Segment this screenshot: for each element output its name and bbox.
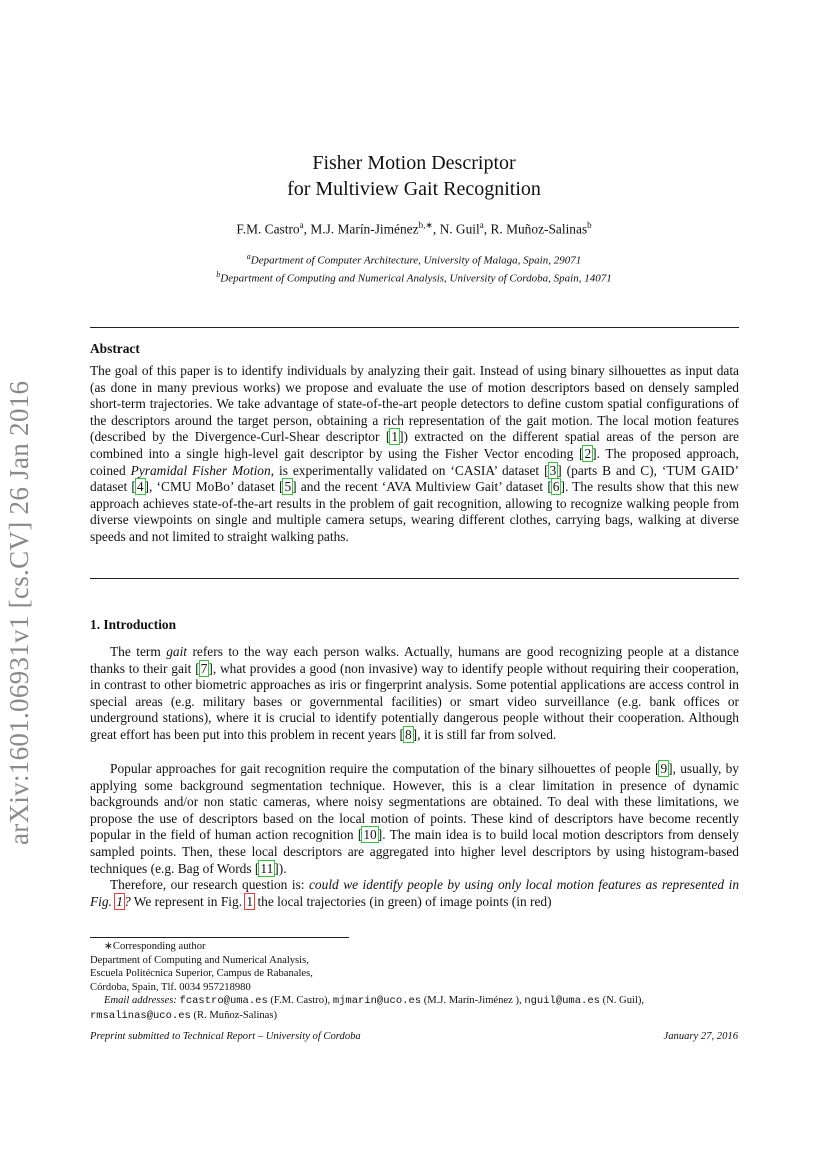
body-text: ). [278, 860, 287, 876]
citation-link[interactable] [279, 479, 297, 494]
abstract-text: The goal of this paper is to identify individuals by analyzing their gait. Instead of using binary silhouettes as input data (as done in many previous works) we propose and evaluate the use of motion descriptors based on densely sampled short-term trajectories. We take advantage of state-of-the-art people detectors to define custom spatial configurations of the descriptors around the target person, obtaining a rich representation of the gait motion. The local motion features (described by the Divergence-Curl-Shear descriptor [90, 363, 739, 445]
footnote-emails-cont [90, 1009, 750, 1024]
email-owner: (R. Muñoz-Salinas) [190, 1009, 278, 1021]
citation-number[interactable]: 11 [260, 860, 274, 876]
abstract-top-rule [90, 327, 739, 328]
footnote-emails [90, 994, 750, 1009]
email-owner: (F.M. Castro), [267, 995, 333, 1007]
body-text: , it is still far from solved. [417, 726, 557, 742]
author-sup: b [587, 220, 592, 230]
abstract-heading: Abstract [90, 341, 140, 356]
affiliation-text: Department of Computing and Numerical Analysis, University of Cordoba, Spain, 14071 [220, 272, 612, 285]
email-link[interactable]: nguil@uma.es [524, 995, 600, 1008]
body-text: , what provides a good (non invasive) way to identify people without requiring their cooperation, in contrast to other biometric approaches as iris or fingerprint analysis. Some potential applications are access control in special areas (e.g. military bases or governmental facilities) or smart video surveillance (e.g. bank offices or underground stations), where it is crucial to identify potentially dangerous people without their cooperation. Although great effort has been put into this problem in recent years [90, 660, 739, 742]
footnote-line: Córdoba, Spain, Tlf. 0034 957218980 [90, 981, 251, 993]
intro-paragraph-3 [90, 877, 739, 910]
citation-number[interactable]: 2 [584, 445, 592, 461]
citation-number[interactable]: 7 [200, 660, 208, 676]
citation-link[interactable] [579, 446, 597, 461]
body-text: the local trajectories (in green) of image points (in red) [254, 893, 552, 909]
paper-title [0, 150, 828, 202]
affiliation-sup: b [216, 269, 221, 279]
footer-date: January 27, 2016 [663, 1031, 738, 1042]
method-name: Pyramidal Fisher Motion [130, 462, 271, 478]
email-link[interactable]: fcastro@uma.es [179, 995, 268, 1008]
affiliation-sup: a [246, 252, 251, 261]
abstract-body [90, 363, 739, 546]
body-text: . The main idea is to build local motion descriptors from densely sampled points. Then, these local descriptors are aggregated into higher level descriptors by using histogram-based techniques (e.g. Bag of Words [90, 827, 739, 876]
citation-number[interactable]: 9 [660, 761, 668, 776]
citation-number[interactable]: 8 [404, 726, 412, 742]
research-question-end: ? [124, 893, 131, 909]
author-name: N. Guil [439, 221, 480, 237]
footnote-line: Escuela Politécnica Superior, Campus de Rabanales, [90, 968, 313, 980]
footnote-rule [90, 937, 349, 938]
body-text: , usually, by applying some background segmentation technique. However, this is a clear limitation in presence of dynamic backgrounds and/or non static cameras, where noisy segmentations are obtained. To deal with these limitations, we propose the use of descriptors based on the local motion of points. These kind of descriptors have become recently popular in the field of human action recognition [90, 761, 740, 843]
research-question: could we identify people by using only local motion features as represented in Fig. [90, 877, 740, 909]
abstract-text: . The results show that this new approach achieves state-of-the-art results in the problem of gait recognition, allowing to recognize walking people from diverse viewpoints on single and multiple camera setups, wearing different clothes, carrying bags, walking at diverse speeds and not limited to straight walking paths. [90, 479, 739, 544]
citation-link[interactable] [131, 479, 149, 494]
citation-link[interactable] [386, 429, 404, 444]
abstract-text: , ‘CMU MoBo’ dataset [149, 479, 279, 495]
citation-link[interactable] [400, 727, 418, 742]
abstract-text: (parts B and C), ‘TUM GAID’ dataset [90, 462, 739, 495]
citation-number[interactable]: 1 [391, 429, 399, 445]
author-sup: a [479, 220, 484, 230]
author-sup: b,∗ [418, 220, 433, 230]
email-owner: (M.J. Marín-Jiménez ), [421, 995, 525, 1007]
title-line-2: for Multiview Gait Recognition [287, 178, 541, 200]
section-heading-introduction: 1. Introduction [90, 617, 177, 632]
citation-number[interactable]: 6 [552, 479, 560, 495]
affiliation-text: Department of Computer Architecture, University of Malaga, Spain, 29071 [250, 254, 582, 267]
citation-number[interactable]: 5 [284, 479, 292, 495]
author-name: F.M. Castro [236, 221, 300, 237]
abstract-text: . The proposed approach, coined [90, 445, 739, 478]
author-sup: a [299, 220, 304, 230]
footnote-line: Department of Computing and Numerical Analysis, [90, 954, 309, 966]
citation-number[interactable]: 10 [363, 827, 377, 843]
abstract-bottom-rule [90, 578, 739, 579]
emphasis-text: gait [166, 644, 188, 659]
author-name: M.J. Marín-Jiménez [310, 221, 419, 237]
citation-link[interactable] [547, 479, 565, 494]
body-text: We represent in Fig. [130, 893, 246, 909]
intro-paragraph-1 [90, 644, 739, 744]
citation-link[interactable] [544, 463, 562, 478]
email-owner: (N. Guil), [599, 995, 645, 1007]
author-list: F.M. Castro$^a$, M.J. Marín-Jiménez$^{b,∗}$, N. Guil$^a$, R. Muñoz-Salinas$^b$ [236, 220, 592, 237]
affiliations [0, 250, 828, 285]
body-text: The term [110, 644, 167, 659]
citation-number[interactable]: 3 [549, 462, 557, 478]
footer-preprint-note: Preprint submitted to Technical Report – University of Cordoba [90, 1031, 361, 1042]
abstract-text: ) extracted on the different spatial areas of the person are combined into a single high-level gait descriptor by using the Fisher Vector encoding [90, 429, 739, 461]
body-text: Therefore, our research question is: [110, 877, 309, 892]
body-text: Popular approaches for gait recognition require the computation of the binary silhouettes of people [110, 761, 655, 776]
affiliation [0, 268, 828, 286]
body-text: refers to the way each person walks. Actually, humans are good recognizing people at a distance thanks to their gait [90, 644, 739, 676]
footnotes [90, 940, 750, 1024]
arxiv-stamp: arXiv:1601.06931v1 [cs.CV] 26 Jan 2016 [4, 380, 34, 845]
citation-link[interactable] [655, 761, 673, 776]
email-label: Email addresses: [104, 995, 180, 1007]
title-line-1: Fisher Motion Descriptor [312, 152, 516, 174]
email-link[interactable]: rmsalinas@uco.es [90, 1009, 191, 1022]
citation-link[interactable] [358, 827, 382, 842]
figure-ref-link[interactable]: 1 [116, 893, 123, 909]
figure-ref-link[interactable]: 1 [246, 893, 254, 909]
intro-paragraph-2 [90, 761, 739, 877]
abstract-text: and the recent ‘AVA Multiview Gait’ dataset [296, 479, 548, 495]
citation-number[interactable]: 4 [136, 479, 144, 495]
affiliation [0, 250, 828, 268]
email-link[interactable]: mjmarin@uco.es [332, 995, 422, 1008]
abstract-text: , is experimentally validated on ‘CASIA’ dataset [270, 462, 545, 478]
author-name: R. Muñoz-Salinas [490, 221, 588, 237]
citation-link[interactable] [255, 861, 279, 876]
citation-link[interactable] [195, 661, 213, 676]
footnote-corresponding: ∗Corresponding author [104, 941, 206, 952]
